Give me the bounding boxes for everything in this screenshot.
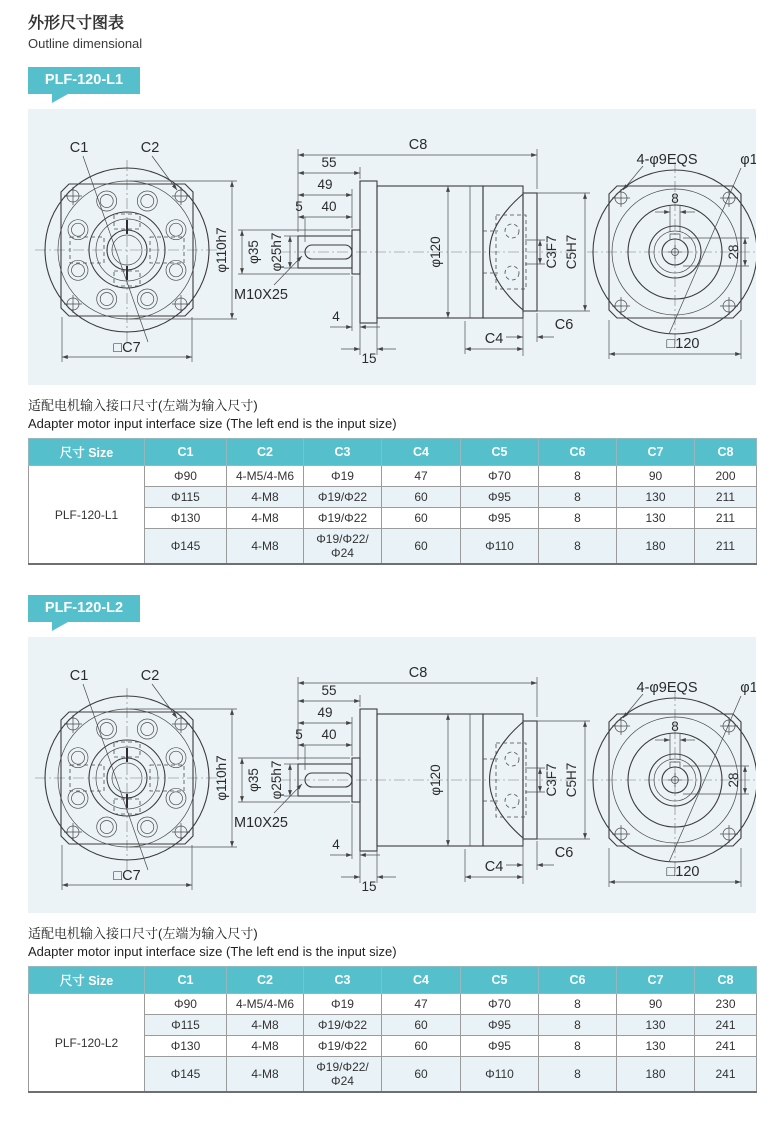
header-c5: C5: [461, 967, 539, 994]
cell: 211: [695, 508, 757, 529]
header-c6: C6: [539, 439, 617, 466]
cell: 230: [695, 994, 757, 1015]
header-c7: C7: [617, 439, 695, 466]
header-c2: C2: [227, 439, 304, 466]
table-row: [29, 994, 757, 1015]
cell: 90: [617, 466, 695, 487]
caption-en: Adapter motor input interface size (The left end is the input size): [28, 416, 397, 431]
cell: 4-M8: [227, 508, 304, 529]
table-header-row: [29, 439, 757, 466]
header-c7: C7: [617, 967, 695, 994]
cell: Φ110: [461, 1057, 539, 1093]
cell: 4-M8: [227, 529, 304, 565]
dimension-table: [28, 966, 757, 1093]
cell: Φ145: [145, 1057, 227, 1093]
cell: 211: [695, 529, 757, 565]
cell: Φ95: [461, 487, 539, 508]
cell: 200: [695, 466, 757, 487]
cell: Φ70: [461, 466, 539, 487]
outline-drawing: [28, 109, 756, 385]
cell: 4-M5/4-M6: [227, 466, 304, 487]
drawing-panel: [28, 109, 756, 385]
cell: 241: [695, 1057, 757, 1093]
section-plf-120-l2: [28, 595, 756, 1093]
cell: Φ19/Φ22/Φ24: [304, 1057, 382, 1093]
cell: Φ19/Φ22: [304, 1036, 382, 1057]
cell: 8: [539, 1036, 617, 1057]
model-cell: PLF-120-L1: [29, 466, 145, 565]
cell: Φ70: [461, 994, 539, 1015]
cell: Φ19/Φ22: [304, 1015, 382, 1036]
cell: 8: [539, 487, 617, 508]
cell: Φ95: [461, 1015, 539, 1036]
cell: Φ90: [145, 466, 227, 487]
cell: 130: [617, 487, 695, 508]
caption-en: Adapter motor input interface size (The left end is the input size): [28, 944, 397, 959]
cell: Φ19: [304, 994, 382, 1015]
cell: 60: [382, 508, 461, 529]
cell: 8: [539, 1057, 617, 1093]
page-subtitle: Outline dimensional: [28, 36, 143, 51]
caption-zh: 适配电机输入接口尺寸(左端为输入尺寸): [28, 926, 258, 941]
outline-drawing: [28, 637, 756, 913]
header-c3: C3: [304, 967, 382, 994]
cell: Φ95: [461, 508, 539, 529]
page-title: 外形尺寸图表: [28, 15, 125, 32]
header-c3: C3: [304, 439, 382, 466]
cell: Φ130: [145, 508, 227, 529]
model-badge: [28, 67, 140, 94]
cell: 60: [382, 1015, 461, 1036]
cell: 60: [382, 1036, 461, 1057]
cell: Φ19/Φ22/Φ24: [304, 529, 382, 565]
cell: Φ130: [145, 1036, 227, 1057]
cell: 8: [539, 529, 617, 565]
cell: 180: [617, 1057, 695, 1093]
drawing-panel: [28, 637, 756, 913]
header-c8: C8: [695, 967, 757, 994]
cell: 8: [539, 508, 617, 529]
cell: Φ90: [145, 994, 227, 1015]
cell: Φ115: [145, 1015, 227, 1036]
cell: 130: [617, 508, 695, 529]
header-c5: C5: [461, 439, 539, 466]
header-c1: C1: [145, 439, 227, 466]
model-cell: PLF-120-L2: [29, 994, 145, 1093]
header-c6: C6: [539, 967, 617, 994]
cell: Φ95: [461, 1036, 539, 1057]
cell: 180: [617, 529, 695, 565]
cell: 4-M8: [227, 1057, 304, 1093]
model-badge: [28, 595, 140, 622]
model-badge-label: PLF-120-L1: [44, 72, 124, 88]
cell: 8: [539, 994, 617, 1015]
cell: 4-M8: [227, 1036, 304, 1057]
header-c4: C4: [382, 439, 461, 466]
cell: 60: [382, 1057, 461, 1093]
cell: Φ115: [145, 487, 227, 508]
cell: Φ110: [461, 529, 539, 565]
header-c2: C2: [227, 967, 304, 994]
cell: 4-M5/4-M6: [227, 994, 304, 1015]
cell: 241: [695, 1036, 757, 1057]
cell: Φ19/Φ22: [304, 487, 382, 508]
cell: 130: [617, 1036, 695, 1057]
table-header-row: [29, 967, 757, 994]
cell: Φ19: [304, 466, 382, 487]
cell: 4-M8: [227, 1015, 304, 1036]
model-badge-label: PLF-120-L2: [44, 600, 124, 616]
cell: 130: [617, 1015, 695, 1036]
header-size: 尺寸 Size: [29, 439, 145, 466]
cell: 4-M8: [227, 487, 304, 508]
cell: Φ145: [145, 529, 227, 565]
table-row: [29, 466, 757, 487]
cell: 60: [382, 487, 461, 508]
header-c8: C8: [695, 439, 757, 466]
header-size: 尺寸 Size: [29, 967, 145, 994]
cell: 60: [382, 529, 461, 565]
caption-zh: 适配电机输入接口尺寸(左端为输入尺寸): [28, 398, 258, 413]
cell: Φ19/Φ22: [304, 508, 382, 529]
dimension-table: [28, 438, 757, 565]
cell: 47: [382, 994, 461, 1015]
cell: 47: [382, 466, 461, 487]
cell: 90: [617, 994, 695, 1015]
cell: 241: [695, 1015, 757, 1036]
header-c4: C4: [382, 967, 461, 994]
section-plf-120-l1: [28, 67, 756, 565]
cell: 8: [539, 466, 617, 487]
header-c1: C1: [145, 967, 227, 994]
cell: 211: [695, 487, 757, 508]
cell: 8: [539, 1015, 617, 1036]
